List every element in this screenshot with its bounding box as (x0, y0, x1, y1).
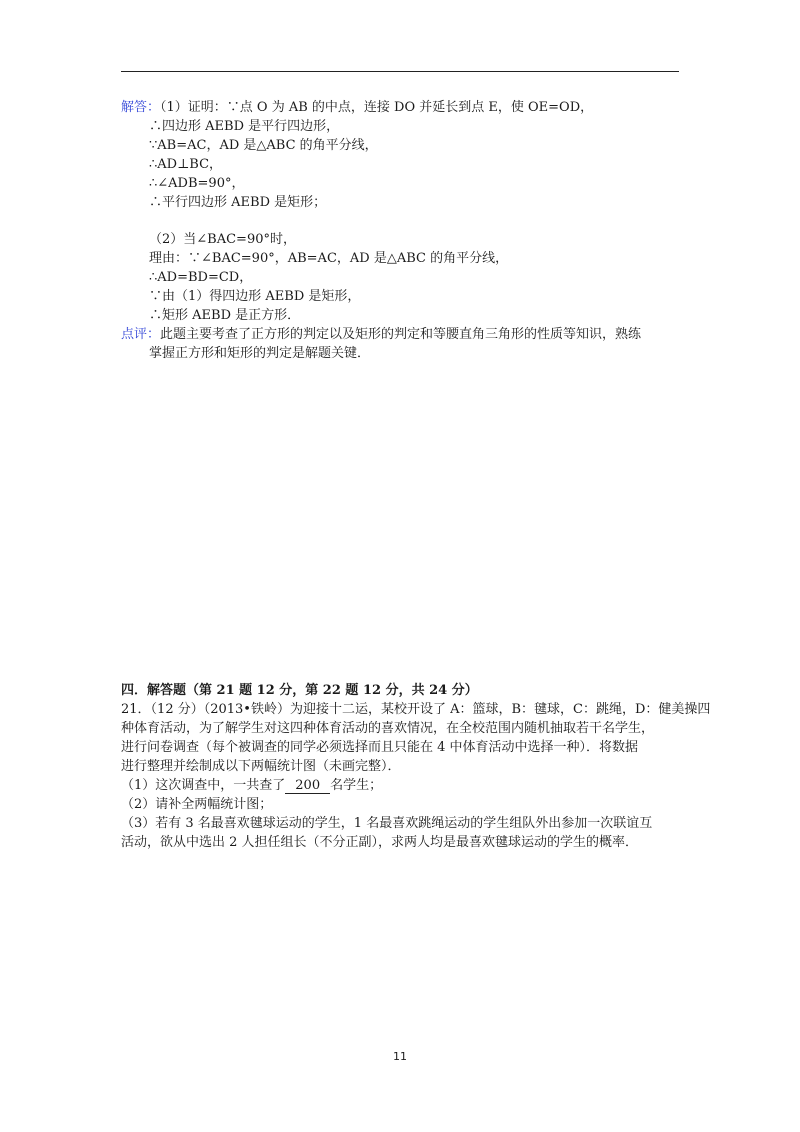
solution-line-8: 理由：∵∠BAC=90°，AB=AC，AD 是△ABC 的角平分线， (149, 251, 509, 266)
q21-part-2: （2）请补全两幅统计图； (121, 797, 273, 812)
q21-line-3: 进行问卷调查（每个被调查的同学必须选择而且只能在 4 中体育活动中选择一种）．将数据 (121, 740, 639, 755)
q21-line-1: 21．（12 分）（2013•铁岭）为迎接十二运，某校开设了 A：篮球，B：毽球，C：跳绳，D：健美操四 (121, 702, 711, 717)
solution-label: 解答： (121, 100, 161, 115)
page-number: 11 (393, 1050, 407, 1063)
solution-line-3: ∵AB=AC，AD 是△ABC 的角平分线， (149, 138, 378, 153)
comment-line-1: 点评：此题主要考查了正方形的判定以及矩形的判定和等腰直角三角形的性质等知识，熟练 (121, 327, 642, 342)
solution-line-1: 解答：（1）证明：∵点 O 为 AB 的中点，连接 DO 并延长到点 E，使 OE=OD， (121, 100, 594, 115)
solution-line-4: ∴AD⊥BC， (149, 157, 223, 172)
q21-part-3-line-1: （3）若有 3 名最喜欢毽球运动的学生，1 名最喜欢跳绳运动的学生组队外出参加一次联谊互 (121, 816, 653, 831)
solution-line-11: ∴矩形 AEBD 是正方形． (149, 308, 301, 323)
q21-part-1: （1）这次调查中，一共查了 200 名学生； (121, 778, 383, 793)
solution-line-10: ∵由（1）得四边形 AEBD 是矩形， (149, 289, 361, 304)
solution-line-6: ∴平行四边形 AEBD 是矩形； (149, 195, 327, 210)
comment-line-2: 掌握正方形和矩形的判定是解题关键． (149, 346, 371, 361)
q21-line-4: 进行整理并绘制成以下两幅统计图（未画完整）． (121, 759, 401, 774)
solution-line-7: （2）当∠BAC=90°时， (149, 232, 296, 247)
section-4 (121, 681, 711, 852)
solution-line-2: ∴四边形 AEBD 是平行四边形， (149, 119, 340, 134)
solution-section (121, 98, 681, 363)
section-heading: 四．解答题（第 21 题 12 分，第 22 题 12 分，共 24 分） (121, 683, 478, 698)
q21-part-3-line-2: 活动，欲从中选出 2 人担任组长（不分正副），求两人均是最喜欢毽球运动的学生的概率． (121, 835, 639, 850)
spacer (121, 212, 681, 230)
comment-label: 点评： (121, 327, 161, 342)
answer-blank: 200 (285, 778, 330, 794)
solution-line-5: ∴∠ADB=90°， (149, 176, 245, 191)
solution-line-9: ∴AD=BD=CD， (149, 270, 253, 285)
q21-line-2: 种体育活动，为了解学生对这四种体育活动的喜欢情况，在全校范围内随机抽取若干名学生， (121, 721, 655, 736)
header-rule (121, 71, 679, 72)
